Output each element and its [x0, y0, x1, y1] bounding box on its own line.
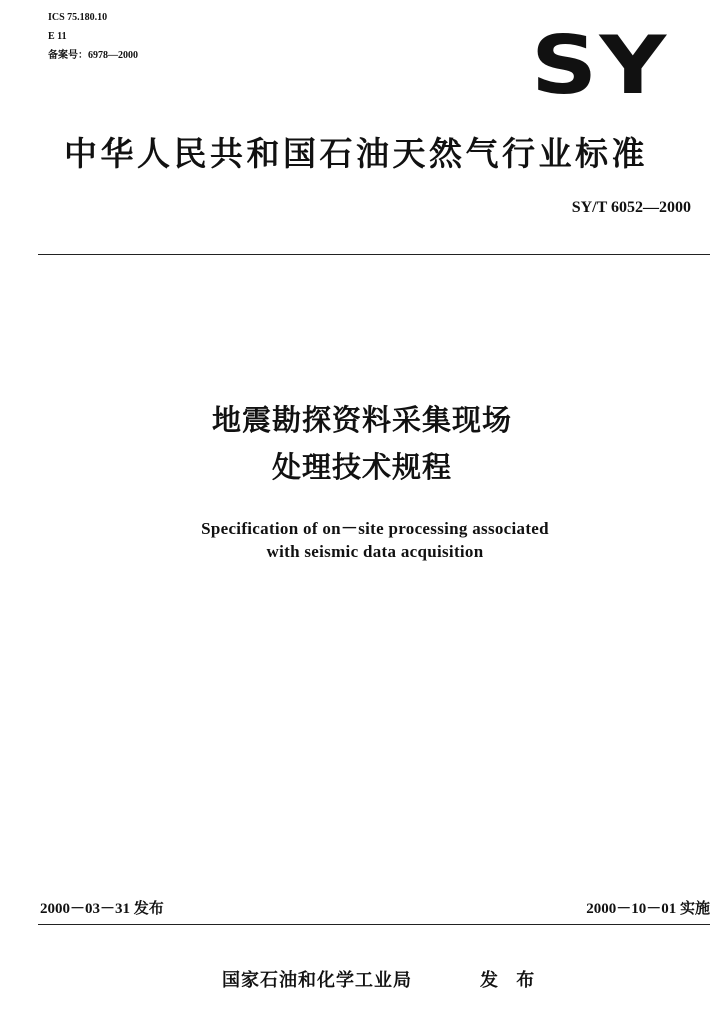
publish-date: 2000－03－31 发布	[40, 901, 164, 917]
ics-code: ICS 75.180.10	[48, 12, 108, 23]
issuing-authority: 国家石油和化学工业局	[222, 970, 412, 991]
footer-divider	[38, 924, 710, 925]
header-divider	[38, 254, 710, 255]
record-number: 备案号：6978—2000	[48, 50, 138, 61]
effective-date: 2000－10－01 实施	[586, 901, 710, 917]
chinese-title-line2: 处理技术规程	[271, 450, 452, 484]
organization-title: 中华人民共和国石油天然气行业标准	[64, 134, 648, 173]
category-code: E 11	[48, 31, 67, 42]
issue-label: 发 布	[480, 970, 541, 991]
sy-logo: SY	[531, 19, 669, 112]
english-title-line1: Specification of on－site processing associated	[201, 519, 549, 538]
chinese-title-line1: 地震勘探资料采集现场	[211, 403, 512, 437]
standard-number: SY/T 6052—2000	[571, 199, 691, 216]
english-title-line2: with seismic data acquisition	[266, 542, 484, 561]
